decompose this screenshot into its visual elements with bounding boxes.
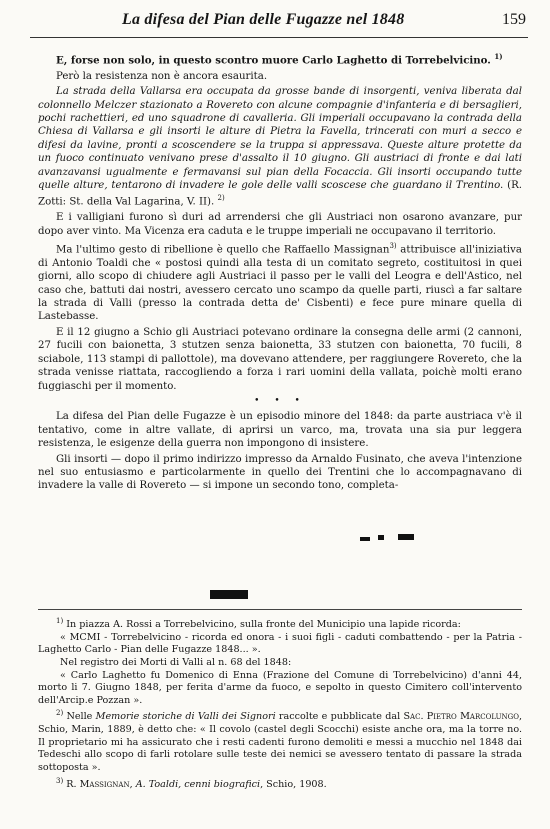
- footnote-1-record: « Carlo Laghetto fu Domenico di Enna (Frazione del Comune di Torrebelvicino) d'anni 44, morto li 7. Giugno 1848, per ferita d'arme da fuoco, e sepolto in questo Cimitero coll'intervento dell'Arcip.e Pozzan ».: [38, 669, 522, 706]
- paragraph-5-text-b: attribuisce all'iniziativa di Antonio Toaldi che « postosi quindi alla testa di un comitato segreto, costituitosi in quei giorni, allo scopo di chiudere agli Austriaci il passo per le valli del Leogra e dell'Astico, nel caso che, battuti dai nostri, avessero cercato uno scampo da quelle parti, riuscì a far saltare la strada di Valli (presso la contrada detta de' Cisbenti) e fece pure minare quella di Lastebasse.: [38, 244, 522, 323]
- paragraph-2: Però la resistenza non è ancora esaurita.: [56, 70, 268, 82]
- page-number: 159: [502, 11, 526, 28]
- footnote-ref-3: 3): [389, 242, 397, 251]
- ink-blot: [398, 534, 414, 540]
- footnote-2: [38, 707, 522, 774]
- footnote-1-register: Nel registro dei Morti di Valli al n. 68 del 1848:: [60, 656, 292, 668]
- footnote-3: $^{3)}$ R. Massignan, A. Toaldi, cenni biografici, Schio, 1908.: [56, 776, 327, 790]
- footnote-2-author: Sac. Pietro Marcolungo: [403, 711, 519, 723]
- footnotes: [38, 609, 522, 791]
- paragraph-5-text-a: Ma l'ultimo gesto di ribellione è quello che Raffaello Massignan: [56, 244, 390, 256]
- footnote-2-text-c: , Schio, Marin, 1889, è detto che: « Il covolo (castel degli Scocchi) esiste anche ora, ma la torre no. Il proprietario mi ha assicurato che i resti cadenti furono demoliti e messi a mucchio nel 1848 dai Tedeschi allo scopo di farli rotolare sulle teste dei nemici se avessero tentato di passare la strada sottoposta ».: [38, 711, 522, 773]
- footnote-2-mark: 2): [56, 709, 64, 718]
- paragraph-6: E il 12 giugno a Schio gli Austriaci potevano ordinare la consegna delle armi (2 cannoni, 27 fucili con baionetta, 3 stutzen senza baionetta, 33 stutzen con baionetta, 70 fucili, 8 sciabole, 113 stampi di pallottole), ma dovevano attendere, per raggiungere Rovereto, che la strada venisse riattata, raccogliendo a forza i rari uomini della vallata, poichè molti erano fuggiaschi per il momento.: [38, 326, 522, 392]
- ink-blot: [210, 590, 248, 599]
- ink-blot: [360, 537, 370, 541]
- paragraph-3-text: La strada della Vallarsa era occupata da grosse bande di insorgenti, veniva liberata dal colonnello Melczer stazionato a Rovereto con alcune compagnie d'infanteria e di bersaglieri, pochi rachettieri, ed uno squadrone di cavalleria. Gli imperiali occupavano la contrada della Chiesa di Vallarsa e gli insorti le alture di Pietra la Favella, trincerati con muri a secco e difesi da lavine, pronti a scoscendere se la truppa si appressava. Queste alture protette da un fuoco continuato venivano prese d'assalto il 10 giugno. Gli austriaci di fronte e dai lati avanzavansi ugualmente e fermavansi sul pian della Focaccia. Gli insorti occupando tutte quelle alture, tentarono di invadere le gole delle valli scoscese che guardano il Trentino.: [38, 86, 522, 192]
- paragraph-5: [38, 240, 522, 324]
- paragraph-4: E i valligiani furono sì duri ad arrendersi che gli Austriaci non osarono avanzare, pur dopo aver vinto. Ma Vicenza era caduta e le truppe imperiali ne occupavano il territorio.: [38, 212, 522, 237]
- footnote-1-inscription: « MCMI - Torrebelvicino - ricorda ed onora - i suoi figli - caduti combattendo - per la Patria - Laghetto Carlo - Pian delle Fugazze 1848... ».: [38, 631, 522, 656]
- footnote-2-title: Memorie storiche di Valli dei Signori: [95, 711, 276, 723]
- footnote-1-mark: 1): [56, 617, 64, 625]
- footnote-2-text-b: raccolte e pubblicate dal: [275, 711, 404, 723]
- footnote-3-text: , Schio, 1908.: [260, 778, 327, 790]
- footnote-3-title: A. Toaldi, cenni biografici: [135, 778, 261, 790]
- ink-blot: [378, 535, 384, 540]
- section-separator: • • •: [254, 395, 306, 406]
- footnote-2-text-a: Nelle: [66, 711, 96, 723]
- running-title: La difesa del Pian delle Fugazze nel 1848: [122, 11, 405, 28]
- paragraph-1-text: E, forse non solo, in questo scontro muore Carlo Laghetto di Torrebelvicino.: [56, 54, 491, 67]
- paragraph-7: La difesa del Pian delle Fugazze è un episodio minore del 1848: da parte austriaca v'è il tentativo, come in altre vallate, di aprirsi un varco, ma, trovata una sia pur leggera resistenza, le esigenze della guerra non impongono di insistere.: [38, 411, 522, 450]
- footnote-ref-2: 2): [217, 194, 225, 203]
- paragraph-1: [38, 50, 522, 68]
- paragraph-3: [38, 85, 522, 209]
- paragraph-3-citation: (R. Zotti: St. della Val Lagarina, V. II).: [38, 180, 522, 208]
- running-header: [30, 7, 528, 38]
- footnote-3-author: R. Massignan: [66, 778, 130, 790]
- main-text: [38, 50, 522, 493]
- footnote-ref-1: 1): [494, 52, 503, 61]
- footnote-1: [38, 615, 522, 632]
- paragraph-8: Gli insorti — dopo il primo indirizzo impresso da Arnaldo Fusinato, che aveva l'intenzione nel suo entusiasmo e particolarmente in quello dei Trentini che lo accompagnavano di invadere la valle di Rovereto — si impone un secondo tono, completa-: [38, 453, 522, 492]
- footnote-3-mark: 3): [56, 776, 64, 785]
- footnote-1-text: In piazza A. Rossi a Torrebelvicino, sulla fronte del Municipio una lapide ricorda:: [66, 619, 461, 631]
